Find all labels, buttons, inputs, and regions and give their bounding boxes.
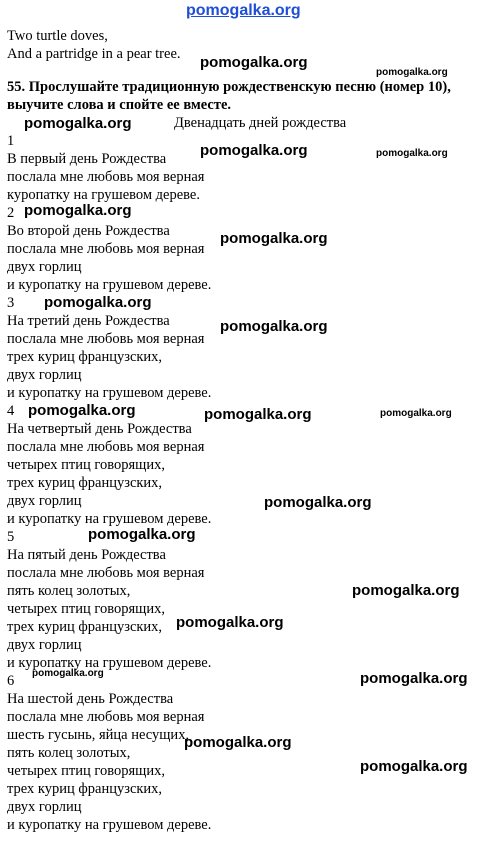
verse-line: На шестой день Рождества xyxy=(7,691,174,707)
verse-line: послала мне любовь моя верная xyxy=(7,331,205,347)
verse-line: трех куриц французских, xyxy=(7,349,163,365)
verse-line: На третий день Рождества xyxy=(7,313,170,329)
verse-line: трех куриц французских, xyxy=(7,619,163,635)
verse-line: и куропатку на грушевом дереве. xyxy=(7,511,212,527)
verse-line: пять колец золотых, xyxy=(7,745,131,761)
verse-number: 4 xyxy=(7,403,15,419)
verse-line: двух горлиц xyxy=(7,799,82,815)
watermark: pomogalka.org xyxy=(88,526,196,543)
verse-number: 6 xyxy=(7,673,15,689)
watermark: pomogalka.org xyxy=(376,67,448,78)
verse-number: 2 xyxy=(7,205,15,221)
watermark: pomogalka.org xyxy=(380,408,452,419)
verse-number: 3 xyxy=(7,295,15,311)
watermark: pomogalka.org xyxy=(24,202,132,219)
watermark: pomogalka.org xyxy=(184,734,292,751)
verse-line: четырех птиц говорящих, xyxy=(7,457,165,473)
verse-line: четырех птиц говорящих, xyxy=(7,601,165,617)
watermark: pomogalka.org xyxy=(220,318,328,335)
watermark: pomogalka.org xyxy=(220,230,328,247)
verse-line: и куропатку на грушевом дереве. xyxy=(7,385,212,401)
song-title: Двенадцать дней рождества xyxy=(174,115,347,131)
intro-line: And a partridge in a pear tree. xyxy=(7,46,181,62)
verse-line: На пятый день Рождества xyxy=(7,547,166,563)
verse-line: и куропатку на грушевом дереве. xyxy=(7,277,212,293)
verse-line: куропатку на грушевом дереве. xyxy=(7,187,200,203)
verse-line: В первый день Рождества xyxy=(7,151,167,167)
watermark: pomogalka.org xyxy=(360,670,468,687)
verse-number: 5 xyxy=(7,529,15,545)
watermark: pomogalka.org xyxy=(352,582,460,599)
verse-line: послала мне любовь моя верная xyxy=(7,241,205,257)
site-header-watermark[interactable]: pomogalka.org xyxy=(186,2,301,19)
verse-line: пять колец золотых, xyxy=(7,583,131,599)
verse-line: послала мне любовь моя верная xyxy=(7,565,205,581)
verse-number: 1 xyxy=(7,133,15,149)
watermark: pomogalka.org xyxy=(176,614,284,631)
verse-line: послала мне любовь моя верная xyxy=(7,439,205,455)
watermark: pomogalka.org xyxy=(376,148,448,159)
verse-line: двух горлиц xyxy=(7,367,82,383)
verse-line: четырех птиц говорящих, xyxy=(7,763,165,779)
task-heading: 55. Прослушайте традиционную рождественскую песню (номер 10), выучите слова и спойте ее вместе. xyxy=(7,79,451,113)
watermark: pomogalka.org xyxy=(28,402,136,419)
verse-line: и куропатку на грушевом дереве. xyxy=(7,655,212,671)
verse-line: На четвертый день Рождества xyxy=(7,421,192,437)
verse-line: двух горлиц xyxy=(7,259,82,275)
verse-line: трех куриц французских, xyxy=(7,475,163,491)
watermark: pomogalka.org xyxy=(32,668,104,679)
verse-line: трех куриц французских, xyxy=(7,781,163,797)
verse-line: двух горлиц xyxy=(7,493,82,509)
watermark: pomogalka.org xyxy=(200,54,308,71)
verse-line: послала мне любовь моя верная xyxy=(7,169,205,185)
watermark: pomogalka.org xyxy=(264,494,372,511)
watermark: pomogalka.org xyxy=(44,294,152,311)
verse-line: Во второй день Рождества xyxy=(7,223,170,239)
verse-line: шесть гусынь, яйца несущих, xyxy=(7,727,190,743)
verse-line: послала мне любовь моя верная xyxy=(7,709,205,725)
intro-line: Two turtle doves, xyxy=(7,28,108,44)
watermark: pomogalka.org xyxy=(200,142,308,159)
verse-line: и куропатку на грушевом дереве. xyxy=(7,817,212,833)
watermark: pomogalka.org xyxy=(360,758,468,775)
watermark: pomogalka.org xyxy=(24,115,132,132)
watermark: pomogalka.org xyxy=(204,406,312,423)
verse-line: двух горлиц xyxy=(7,637,82,653)
